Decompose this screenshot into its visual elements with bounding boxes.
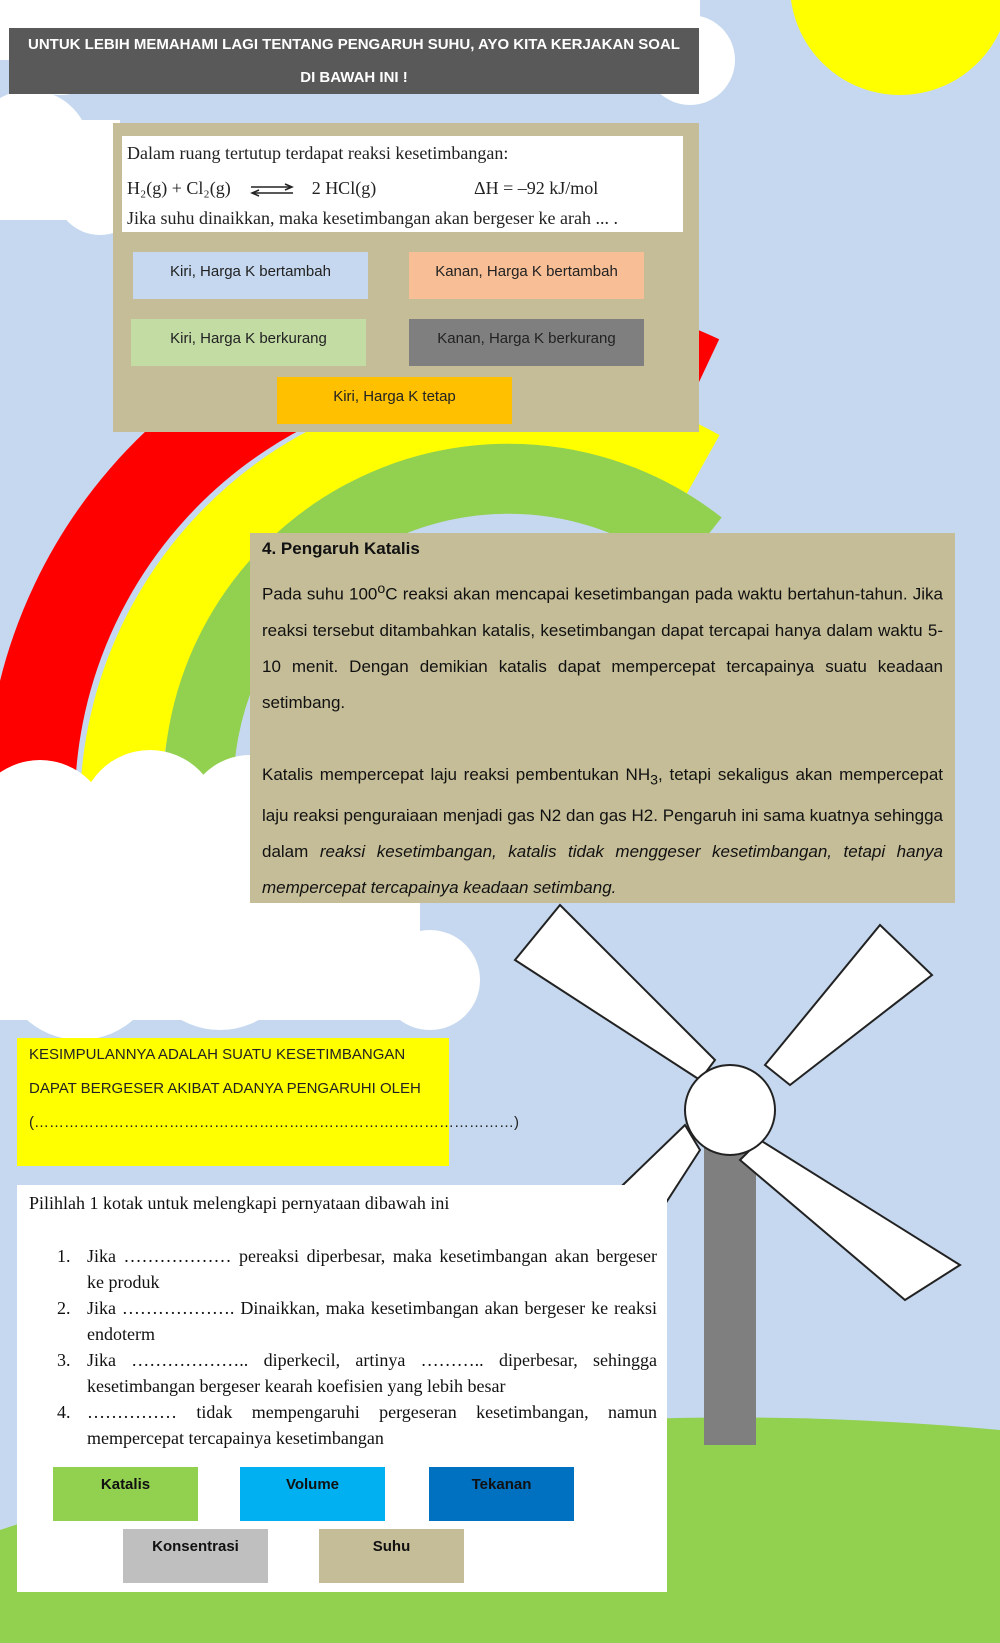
chip-volume[interactable]: Volume bbox=[240, 1467, 385, 1521]
option-kiri-k-berkurang[interactable]: Kiri, Harga K berkurang bbox=[131, 319, 366, 366]
question-card bbox=[122, 136, 683, 232]
info-paragraph-2: Katalis mempercepat laju reaksi pembentukan $NH_3$, tetapi sekaligus akan mempercepat laju reaksi penguraiaan menjadi gas N2 dan gas H2. Pengaruh ini sama kuatnya sehingga dalam reaksi kesetimbangan, katalis tidak menggeser kesetimbangan, tetapi hanya mempercepat tercapainya keadaan setimbang. bbox=[262, 764, 943, 898]
enthalpy-value: ΔH = –92 kJ/mol bbox=[474, 178, 599, 198]
pilih-instruction: Pilihlah 1 kotak untuk melengkapi pernyataan dibawah ini bbox=[29, 1193, 450, 1213]
pilih-panel bbox=[17, 1185, 667, 1592]
question-panel bbox=[113, 123, 699, 432]
option-kanan-k-berkurang[interactable]: Kanan, Harga K berkurang bbox=[409, 319, 644, 366]
equation-reactants: H₂(g) + Cl₂(g) bbox=[127, 178, 231, 198]
list-item: 4. …………… tidak mempengaruhi pergeseran kesetimbangan, namun mempercepat tercapainya kesetimbangan bbox=[57, 1402, 657, 1448]
list-item: 1. Jika ……………… pereaksi diperbesar, maka kesetimbangan akan bergeser ke produk bbox=[57, 1246, 657, 1292]
equation-product: 2 HCl(g) bbox=[311, 178, 377, 198]
equilibrium-arrows-icon bbox=[249, 183, 295, 197]
question-text-1: Dalam ruang tertutup terdapat reaksi kesetimbangan: bbox=[127, 143, 509, 163]
list-item: 2. Jika ………………. Dinaikkan, maka kesetimbangan akan bergeser ke reaksi endoterm bbox=[57, 1298, 657, 1344]
header-line-2: DI BAWAH INI ! bbox=[300, 69, 408, 86]
info-title: 4. Pengaruh Katalis bbox=[262, 539, 420, 558]
katalis-info-panel bbox=[250, 533, 955, 903]
question-text-3: Jika suhu dinaikkan, maka kesetimbangan akan bergeser ke arah ... . bbox=[127, 208, 619, 228]
info-text bbox=[262, 571, 943, 906]
kesimpulan-answer-blank[interactable]: (……………………………………………………………………………………) bbox=[29, 1114, 519, 1131]
chip-konsentrasi[interactable]: Konsentrasi bbox=[123, 1529, 268, 1583]
chip-suhu[interactable]: Suhu bbox=[319, 1529, 464, 1583]
list-item: 3. Jika ……………….. diperkecil, artinya ……….. diperbesar, sehingga kesetimbangan bergeser kearah koefisien yang lebih besar bbox=[57, 1350, 657, 1396]
header-banner bbox=[9, 28, 699, 94]
pilih-list bbox=[57, 1243, 657, 1451]
option-kiri-k-tetap[interactable]: Kiri, Harga K tetap bbox=[277, 377, 512, 424]
chip-katalis[interactable]: Katalis bbox=[53, 1467, 198, 1521]
info-paragraph-1: Pada suhu 100$^o$C reaksi akan mencapai kesetimbangan pada waktu bertahun-tahun. Jika reaksi tersebut ditambahkan katalis, kesetimbangan dapat tercapai hanya dalam waktu 5-10 menit. Dengan demikian katalis dapat mempercepat tercapainya suatu keadaan setimbang. bbox=[262, 581, 943, 712]
header-line-1: UNTUK LEBIH MEMAHAMI LAGI TENTANG PENGARUH SUHU, AYO KITA KERJAKAN SOAL bbox=[28, 36, 680, 53]
chip-tekanan[interactable]: Tekanan bbox=[429, 1467, 574, 1521]
option-kiri-k-bertambah[interactable]: Kiri, Harga K bertambah bbox=[133, 252, 368, 299]
kesimpulan-panel bbox=[17, 1038, 519, 1166]
kesimpulan-line-2: DAPAT BERGESER AKIBAT ADANYA PENGARUHI OLEH bbox=[29, 1080, 421, 1097]
question-equation bbox=[127, 178, 376, 199]
kesimpulan-line-1: KESIMPULANNYA ADALAH SUATU KESETIMBANGAN bbox=[29, 1046, 406, 1063]
option-kanan-k-bertambah[interactable]: Kanan, Harga K bertambah bbox=[409, 252, 644, 299]
